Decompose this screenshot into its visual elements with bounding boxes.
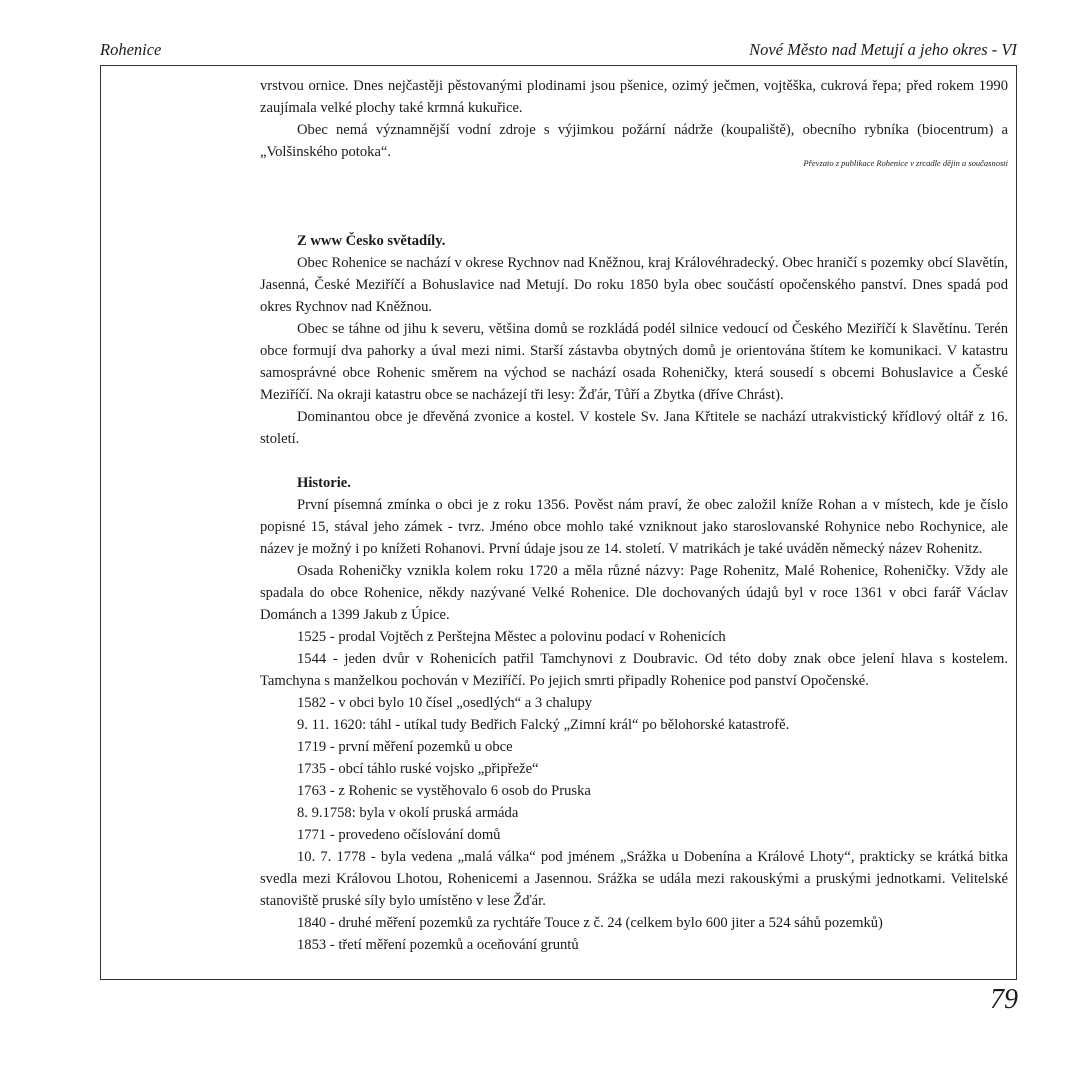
chronology-entry: 1763 - z Rohenic se vystěhovalo 6 osob do Pruska	[297, 783, 591, 799]
historie-paragraph-1: První písemná zmínka o obci je z roku 1356. Pověst nám praví, že obec založil kníže Rohan a v místech, kde je číslo popisné 15, stával jeho zámek - tvrz. Jméno obce mohlo také vzniknout jako staroslovanské Rohynice nebo Rochynice, ale název je možný i po knížeti Rohanovi. První údaje jsou ze 14. století. V matrikách je také uváděn německý název Rohenitz.	[260, 497, 1008, 557]
chronology-entry: 9. 11. 1620: táhl - utíkal tudy Bedřich Falcký „Zimní král“ po bělohorské katastrofě.	[297, 717, 790, 733]
chronology-entry: 1735 - obcí táhlo ruské vojsko „připřeže“	[297, 761, 539, 777]
intro-paragraph-1: vrstvou ornice. Dnes nejčastěji pěstovanými plodinami jsou pšenice, ozimý ječmen, vojtěška, cukrová řepa; před rokem 1990 zaujímala velké plochy také krmná kukuřice.	[260, 78, 1008, 116]
chronology-entry: 1771 - provedeno očíslování domů	[297, 827, 501, 843]
chronology-entry: 10. 7. 1778 - byla vedena „malá válka“ pod jménem „Srážka u Dobenína a Králové Lhoty“, prakticky se krátká bitka svedla mezi Královou Lhotou, Rohenicemi a Jasennou. Srážka se udála mezi rakouskými a pruskými jednotkami. Velitelské stanoviště pruské síly bylo umístěno v lese Žďár.	[260, 849, 1008, 909]
section-heading-historie: Historie.	[297, 475, 351, 491]
chronology-entry: 1840 - druhé měření pozemků za rychtáře Touce z č. 24 (celkem bylo 600 jiter a 524 sáhů pozemků)	[297, 915, 883, 931]
running-header	[100, 40, 1017, 62]
chronology-list	[260, 626, 1008, 956]
section-heading-cesko: Z www Česko světadíly.	[297, 233, 446, 249]
page-number: 79	[990, 984, 1018, 1015]
header-chapter-title: Rohenice	[100, 40, 162, 59]
cesko-paragraph-1: Obec Rohenice se nachází v okrese Rychnov nad Kněžnou, kraj Královéhradecký. Obec hraničí s pozemky obcí Slavětín, Jasenná, České Meziříčí a Bohuslavice nad Metují. Do roku 1850 byla obec součástí opočenského panství. Dnes spadá pod okres Rychnov nad Kněžnou.	[260, 255, 1008, 315]
section-gap	[260, 169, 1008, 230]
cesko-paragraph-3: Dominantou obce je dřevěná zvonice a kostel. V kostele Sv. Jana Křtitele se nachází utrakvistický křídlový oltář z 16. století.	[260, 409, 1008, 447]
chronology-entry: 1525 - prodal Vojtěch z Perštejna Městec a polovinu podací v Rohenicích	[297, 629, 726, 645]
page-content	[260, 75, 1008, 956]
historie-paragraph-2: Osada Roheničky vznikla kolem roku 1720 a měla různé názvy: Page Rohenitz, Malé Rohenice, Roheničky. Vždy ale spadala do obce Rohenice, někdy nazývané Velké Rohenice. Dle dochovaných údajů byl v roce 1361 v obci farář Václav Dománch a 1399 Jakub z Úpice.	[260, 563, 1008, 623]
chronology-entry: 1719 - první měření pozemků u obce	[297, 739, 513, 755]
chronology-entry: 1544 - jeden dvůr v Rohenicích patřil Tamchynovi z Doubravic. Od této doby znak obce jelení hlava s kostelem. Tamchyna s manželkou pochován v Meziříčí. Po jejich smrti připadly Rohenice pod panství Opočenské.	[260, 651, 1008, 689]
section-gap	[260, 450, 1008, 472]
cesko-paragraph-2: Obec se táhne od jihu k severu, většina domů se rozkládá podél silnice vedoucí od Českého Meziříčí k Slavětínu. Terén obce formují dva pahorky a úval mezi nimi. Starší zástavba obytných domů je orientována štítem ke komunikaci. V katastru samosprávné obce Rohenic směrem na východ se nachází osada Roheničky, která sousedí s obcemi Bohuslavice a České Meziříčí. Na okraji katastru obce se nacházejí tři lesy: Žďár, Tůří a Zbytka (dříve Chrást).	[260, 321, 1008, 403]
source-note: Převzato z publikace Rohenice v zrcadle dějin a současnosti	[803, 158, 1008, 168]
chronology-entry: 1853 - třetí měření pozemků a oceňování gruntů	[297, 937, 579, 953]
header-book-title: Nové Město nad Metují a jeho okres - VI	[749, 40, 1017, 59]
chronology-entry: 8. 9.1758: byla v okolí pruská armáda	[297, 805, 519, 821]
intro-paragraph-2: Obec nemá významnější vodní zdroje s výjimkou požární nádrže (koupaliště), obecního rybníka (biocentrum) a „Volšinského potoka“.	[260, 122, 1008, 160]
chronology-entry: 1582 - v obci bylo 10 čísel „osedlých“ a 3 chalupy	[297, 695, 593, 711]
